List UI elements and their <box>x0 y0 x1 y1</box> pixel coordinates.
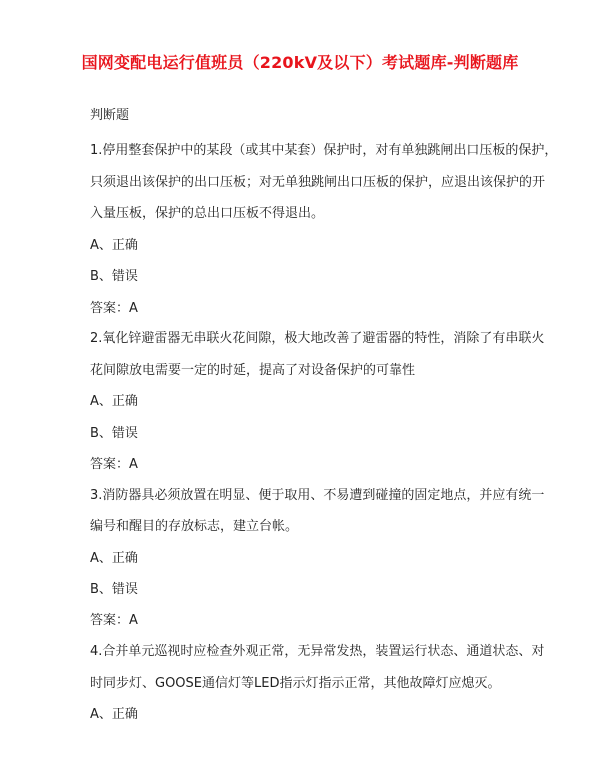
question-3-answer: 答案：A <box>90 613 138 628</box>
question-1-option-b: B、错误 <box>90 269 138 284</box>
question-4-line-2: 时同步灯、GOOSE通信灯等LED指示灯指示正常，其他故障灯应熄灭。 <box>90 676 501 691</box>
question-2-option-b: B、错误 <box>90 426 138 441</box>
question-2-option-a: A、正确 <box>90 394 138 409</box>
question-4-option-a: A、正确 <box>90 707 138 722</box>
question-1-line-1: 1.停用整套保护中的某段（或其中某套）保护时，对有单独跳闸出口压板的保护， <box>90 143 558 158</box>
question-4-line-1: 4.合并单元巡视时应检查外观正常，无异常发热，装置运行状态、通道状态、对 <box>90 644 545 659</box>
question-1-line-3: 入量压板，保护的总出口压板不得退出。 <box>90 206 325 221</box>
question-2-line-1: 2.氧化锌避雷器无串联火花间隙，极大地改善了避雷器的特性，消除了有串联火 <box>90 331 545 346</box>
question-3-line-1: 3.消防器具必须放置在明显、便于取用、不易遭到碰撞的固定地点，并应有统一 <box>90 488 545 503</box>
document-title: 国网变配电运行值班员（220kV及以下）考试题库-判断题库 <box>81 53 519 72</box>
section-heading: 判断题 <box>90 108 130 123</box>
question-2-line-2: 花间隙放电需要一定的时延，提高了对设备保护的可靠性 <box>90 363 416 378</box>
question-1-answer: 答案：A <box>90 301 138 316</box>
question-1-option-a: A、正确 <box>90 238 138 253</box>
question-3-line-2: 编号和醒目的存放标志，建立台帐。 <box>90 519 299 534</box>
question-3-option-a: A、正确 <box>90 551 138 566</box>
question-3-option-b: B、错误 <box>90 582 138 597</box>
question-2-answer: 答案：A <box>90 457 138 472</box>
question-1-line-2: 只须退出该保护的出口压板；对无单独跳闸出口压板的保护，应退出该保护的开 <box>90 175 546 190</box>
